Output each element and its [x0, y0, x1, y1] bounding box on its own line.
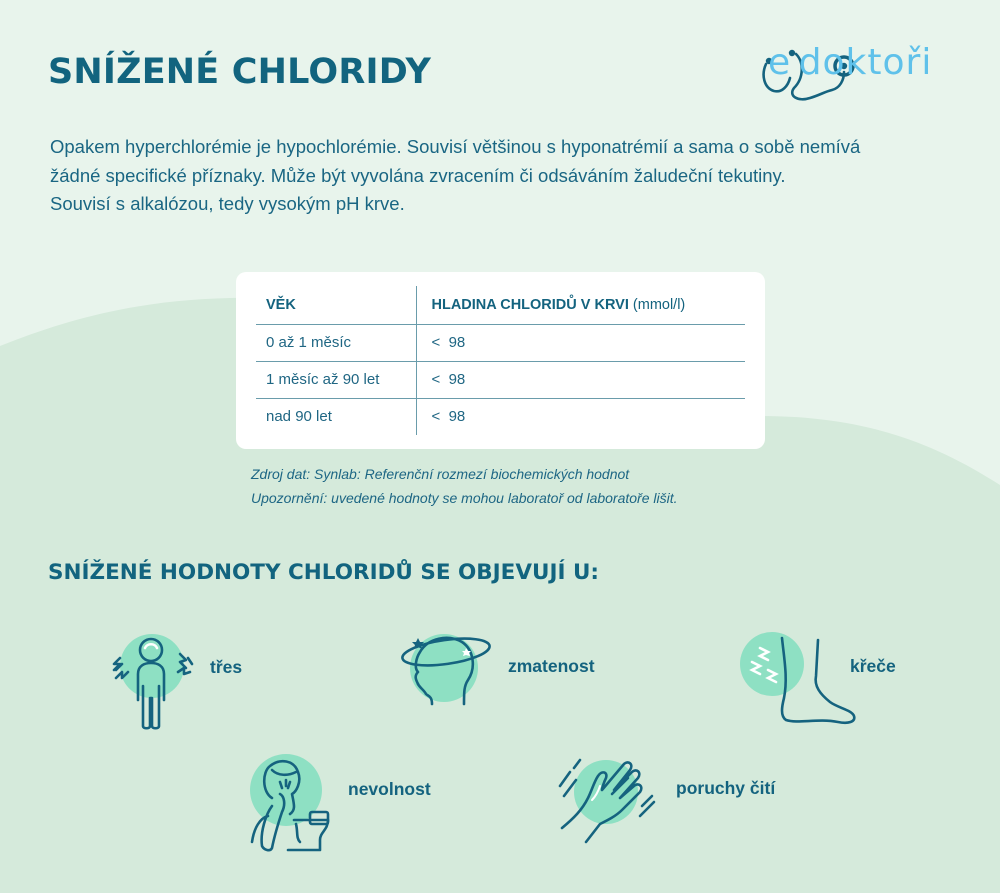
disclaimer-line: Upozornění: uvedené hodnoty se mohou laboratoř od laboratoře lišit.	[251, 490, 678, 506]
unit-label: (mmol/l)	[632, 296, 686, 313]
source-note	[251, 462, 678, 510]
symptom-item-nausea	[244, 752, 431, 852]
reference-table-card	[236, 272, 765, 449]
table-header-row	[256, 286, 745, 324]
intro-line: Opakem hyperchlorémie je hypochlorémie. Souvisí většinou s hyponatrémií a sama o sobě nemívá	[50, 136, 861, 157]
page-title: SNÍŽENÉ CHLORIDY	[48, 52, 432, 92]
symptom-item-tremor	[108, 628, 242, 732]
table-row	[256, 361, 745, 398]
nausea-toilet-icon	[244, 752, 336, 852]
symptom-label: nevolnost	[348, 778, 431, 799]
trembling-person-icon	[108, 628, 198, 732]
cell-age: nad 90 let	[256, 398, 416, 435]
symptom-label: zmatenost	[508, 655, 595, 676]
symptoms-heading: SNÍŽENÉ HODNOTY CHLORIDŮ SE OBJEVUJÍ U:	[48, 560, 600, 585]
column-header-age: VĚK	[256, 286, 416, 324]
symptom-item-confusion	[398, 624, 595, 708]
symptom-item-cramps	[738, 628, 896, 726]
symptom-label: třes	[210, 656, 243, 677]
intro-line: Souvisí s alkalózou, tedy vysokým pH krve.	[50, 193, 405, 214]
column-header-level: HLADINA CHLORIDŮ V KRVI (mmol/l)	[416, 286, 745, 324]
symptom-label: poruchy čití	[676, 777, 776, 798]
cell-value: < 98	[416, 398, 745, 435]
cell-age: 0 až 1 měsíc	[256, 324, 416, 361]
table-row	[256, 324, 745, 361]
source-line: Zdroj dat: Synlab: Referenční rozmezí biochemických hodnot	[251, 466, 630, 482]
symptom-label: křeče	[850, 655, 896, 676]
leg-cramp-icon	[738, 628, 862, 726]
edoktori-logo[interactable]	[758, 40, 958, 102]
logo-text: e doktoři	[768, 42, 933, 83]
dizzy-head-icon	[398, 624, 494, 708]
intro-line: žádné specifické příznaky. Může být vyvolána zvracením či odsáváním žaludeční tekutiny.	[50, 164, 786, 186]
symptom-item-numbness	[556, 752, 775, 846]
table-row	[256, 398, 745, 435]
cell-value: < 98	[416, 361, 745, 398]
numb-hand-icon	[556, 752, 660, 846]
intro-paragraph	[50, 133, 950, 219]
cell-age: 1 měsíc až 90 let	[256, 361, 416, 398]
reference-table	[256, 286, 745, 435]
cell-value: < 98	[431, 334, 466, 351]
